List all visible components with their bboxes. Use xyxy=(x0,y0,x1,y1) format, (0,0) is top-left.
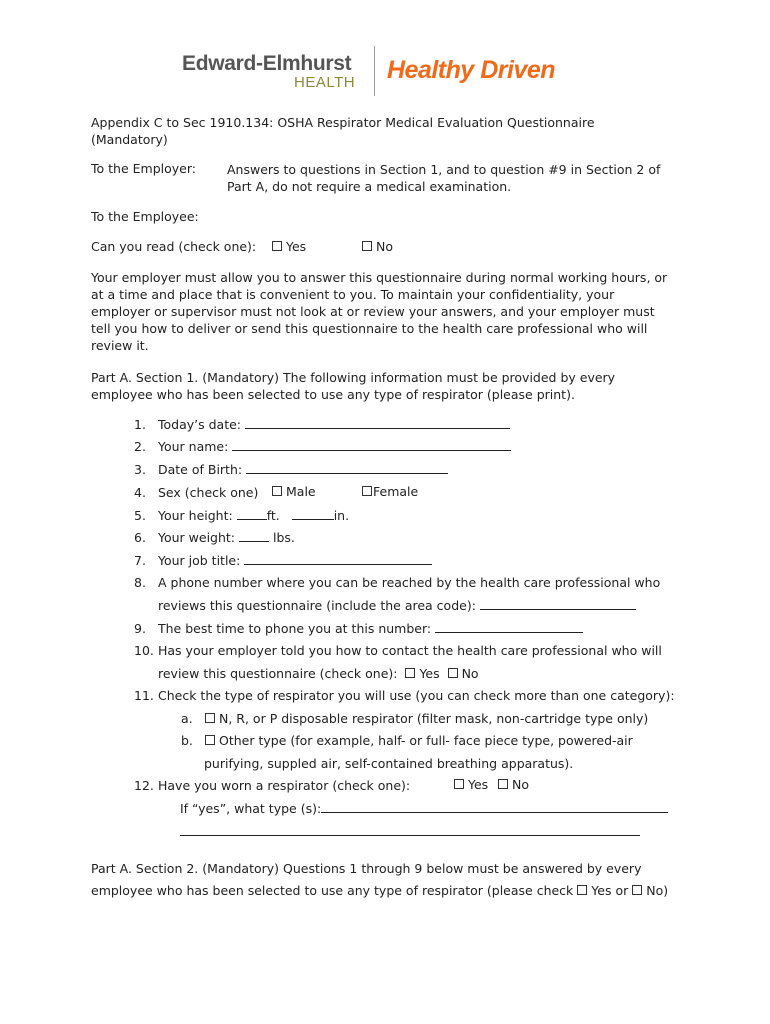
employer-text-2: Part A, do not require a medical examination. xyxy=(227,179,512,194)
item-label: Your height: xyxy=(158,508,233,523)
item-respirator-a xyxy=(181,710,648,727)
brand-name: Edward-Elmhurst xyxy=(182,52,352,75)
respirator-a-option[interactable] xyxy=(205,711,648,726)
header-logo xyxy=(182,46,602,98)
employee-label: To the Employee: xyxy=(91,209,199,224)
item-worn-respirator xyxy=(134,777,410,794)
checkbox-icon[interactable] xyxy=(362,241,372,251)
yes-label: Yes xyxy=(468,777,489,792)
read-yes-label: Yes xyxy=(286,239,307,254)
section-1-line-2: employee who has been selected to use any type of respirator (please print). xyxy=(91,387,575,402)
sub-label: a. xyxy=(181,711,193,726)
employer-label: To the Employer: xyxy=(91,161,196,176)
brand-tagline: Healthy Driven xyxy=(387,56,556,84)
logo-divider xyxy=(374,46,375,96)
inches-unit: in. xyxy=(333,508,350,523)
checkbox-icon xyxy=(632,885,642,895)
item-label: Has your employer told you how to contact the health care professional who will xyxy=(158,643,662,658)
section-1-heading xyxy=(91,369,615,403)
if-yes-label: If “yes”, what type (s): xyxy=(180,801,322,816)
sub-label: b. xyxy=(181,733,193,748)
respirator-b-text: Other type (for example, half- or full- face piece type, powered-air xyxy=(219,733,633,748)
employer-told-yes-option[interactable] xyxy=(405,666,439,681)
section-2-line-1: Part A. Section 2. (Mandatory) Questions 1 through 9 below must be answered by every xyxy=(91,861,642,876)
checkbox-icon[interactable] xyxy=(272,241,282,251)
best-time-field[interactable] xyxy=(435,620,583,633)
todays-date-field[interactable] xyxy=(245,416,510,429)
respirator-b-option[interactable] xyxy=(205,733,633,748)
item-number: 5. xyxy=(134,508,146,523)
item-respirator-type xyxy=(134,687,675,704)
item-date-of-birth xyxy=(134,461,448,478)
job-title-field[interactable] xyxy=(244,552,432,565)
respirator-type-field[interactable] xyxy=(321,800,668,813)
item-label: A phone number where you can be reached by the health care professional who xyxy=(158,575,661,590)
employer-text xyxy=(227,161,660,195)
item-your-name xyxy=(134,438,511,455)
checkbox-icon[interactable] xyxy=(498,779,508,789)
item-number: 8. xyxy=(134,575,146,590)
item-phone xyxy=(134,574,660,591)
read-label: Can you read (check one): xyxy=(91,239,257,254)
lbs-unit: lbs. xyxy=(272,530,295,545)
sex-male-option[interactable] xyxy=(272,484,316,499)
item-respirator-b-cont xyxy=(204,755,573,772)
respirator-b-text-cont: purifying, suppled air, self-contained breathing apparatus). xyxy=(204,756,574,771)
feet-unit: ft. xyxy=(266,508,280,523)
respirator-a-text: N, R, or P disposable respirator (filter mask, non-cartridge type only) xyxy=(219,711,649,726)
checkbox-icon[interactable] xyxy=(454,779,464,789)
para-line: at a time and place that is convenient to you. To maintain your confidentiality, your xyxy=(91,287,615,302)
checkbox-icon[interactable] xyxy=(272,486,282,496)
item-label: Sex (check one) xyxy=(158,485,259,500)
weight-field[interactable] xyxy=(239,529,269,542)
para-line: tell you how to deliver or send this questionnaire to the health care professional who will xyxy=(91,321,648,336)
read-yes-option[interactable] xyxy=(272,239,306,254)
employer-text-1: Answers to questions in Section 1, and to question #9 in Section 2 of xyxy=(227,162,661,177)
female-label: Female xyxy=(373,484,419,499)
name-field[interactable] xyxy=(232,438,511,451)
item-label: Have you worn a respirator (check one): xyxy=(158,778,411,793)
para-line: review it. xyxy=(91,338,149,353)
item-job-title xyxy=(134,552,432,569)
worn-no-option[interactable] xyxy=(498,777,529,792)
yes-label: Yes xyxy=(591,883,612,898)
phone-field[interactable] xyxy=(480,597,636,610)
worn-yes-option[interactable] xyxy=(454,777,488,792)
no-label: No xyxy=(461,666,479,681)
or-label: or xyxy=(615,883,629,898)
no-label: No xyxy=(646,883,664,898)
height-feet-field[interactable] xyxy=(237,507,267,520)
read-no-label: No xyxy=(376,239,393,254)
respirator-type-field-line-2[interactable] xyxy=(180,823,640,836)
item-label: Date of Birth: xyxy=(158,462,243,477)
item-employer-told-cont xyxy=(158,665,479,682)
item-label: Your job title: xyxy=(158,553,241,568)
item-phone-cont xyxy=(158,597,636,614)
item-number: 6. xyxy=(134,530,146,545)
para-line: Your employer must allow you to answer this questionnaire during normal working hours, or xyxy=(91,270,668,285)
item-number: 3. xyxy=(134,462,146,477)
title-line-2: (Mandatory) xyxy=(91,132,168,147)
item-number: 1. xyxy=(134,417,146,432)
sex-female-option[interactable] xyxy=(362,484,418,499)
no-label: No xyxy=(512,777,529,792)
item-number: 11. xyxy=(134,688,154,703)
item-label: Check the type of respirator you will use (you can check more than one category): xyxy=(158,688,675,703)
title-line-1: Appendix C to Sec 1910.134: OSHA Respirator Medical Evaluation Questionnaire xyxy=(91,115,595,130)
section-1-line-1: Part A. Section 1. (Mandatory) The following information must be provided by every xyxy=(91,370,616,385)
item-number: 2. xyxy=(134,439,146,454)
closing-paren: ) xyxy=(663,883,669,898)
item-number: 10. xyxy=(134,643,154,658)
item-label: Your name: xyxy=(158,439,229,454)
employer-told-no-option[interactable] xyxy=(448,666,479,681)
read-no-option[interactable] xyxy=(362,239,393,254)
checkbox-icon xyxy=(577,885,587,895)
para-line: employer or supervisor must not look at or review your answers, and your employer must xyxy=(91,304,655,319)
item-number: 9. xyxy=(134,621,146,636)
item-number: 4. xyxy=(134,485,146,500)
item-number: 7. xyxy=(134,553,146,568)
checkbox-icon[interactable] xyxy=(205,713,215,723)
item-best-time xyxy=(134,620,583,637)
item-label: The best time to phone you at this number: xyxy=(158,621,432,636)
checkbox-icon[interactable] xyxy=(405,668,415,678)
yes-label: Yes xyxy=(419,666,440,681)
item-respirator-b xyxy=(181,732,633,749)
item-weight xyxy=(134,529,295,546)
section-2-heading xyxy=(91,858,668,902)
checkbox-icon[interactable] xyxy=(362,486,372,496)
checkbox-icon[interactable] xyxy=(448,668,458,678)
checkbox-icon[interactable] xyxy=(205,735,215,745)
item-height xyxy=(134,507,349,524)
section-2-line-2: employee who has been selected to use any type of respirator (please check xyxy=(91,883,574,898)
item-label-cont: reviews this questionnaire (include the area code): xyxy=(158,598,476,613)
height-inches-field[interactable] xyxy=(292,507,334,520)
brand-subtitle: HEALTH xyxy=(294,74,356,91)
item-todays-date xyxy=(134,416,510,433)
item-number: 12. xyxy=(134,778,154,793)
instructions-paragraph xyxy=(91,269,667,354)
dob-field[interactable] xyxy=(246,461,448,474)
item-worn-type xyxy=(180,800,668,817)
item-label-cont: review this questionnaire (check one): xyxy=(158,666,398,681)
item-label: Today’s date: xyxy=(158,417,242,432)
item-sex xyxy=(134,484,258,501)
document-title xyxy=(91,114,595,148)
item-label: Your weight: xyxy=(158,530,236,545)
item-employer-told xyxy=(134,642,662,659)
male-label: Male xyxy=(286,484,316,499)
